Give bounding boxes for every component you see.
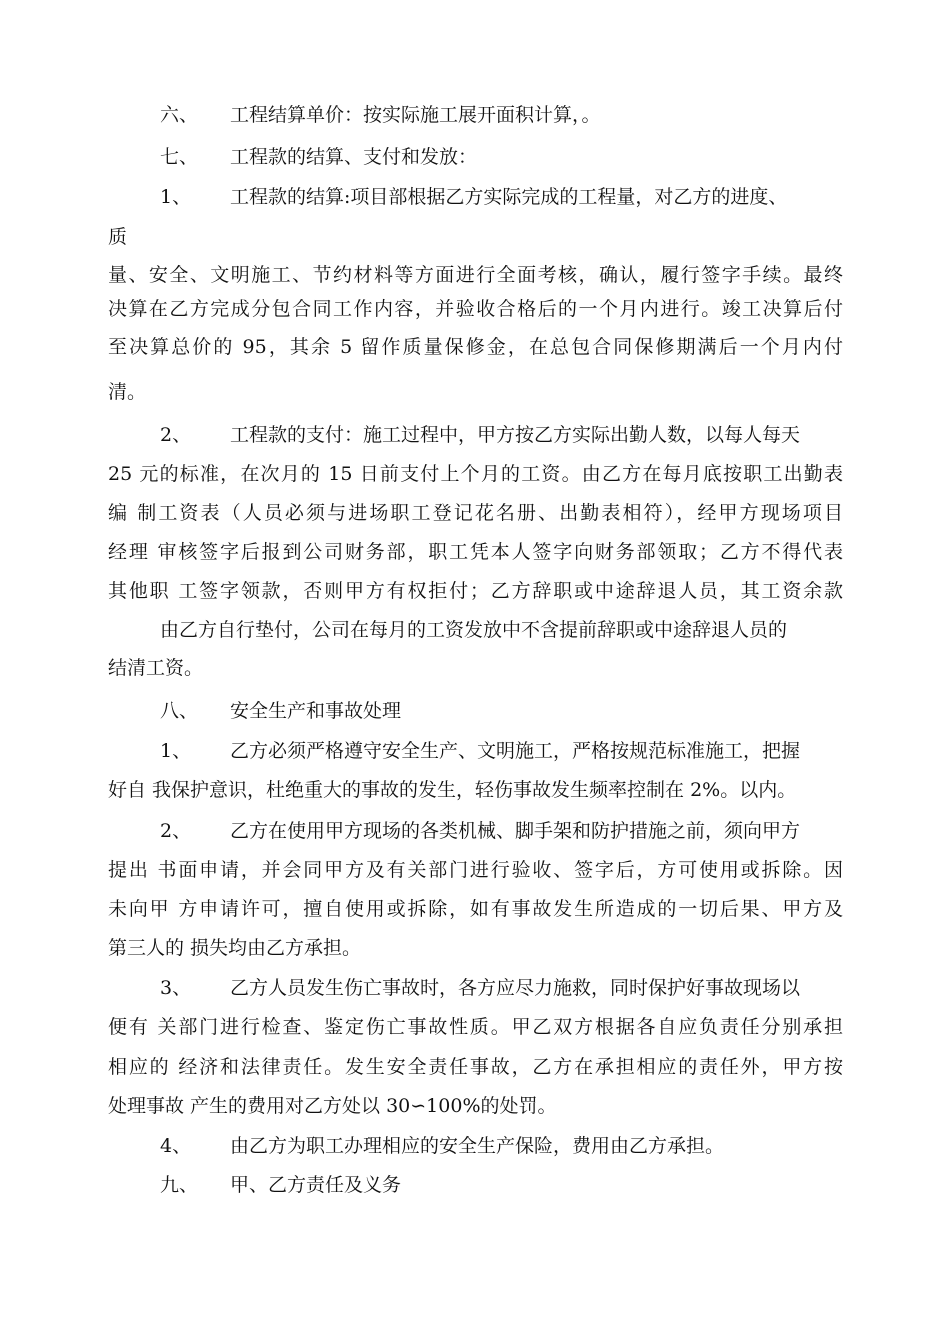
item-number: 2、 xyxy=(160,820,192,842)
item-number: 九、 xyxy=(160,1174,199,1196)
item-number: 1、 xyxy=(160,186,192,208)
paragraph-line: 其他职 工签字领款，否则甲方有权拒付；乙方辞职或中途辞退人员，其工资余款 xyxy=(108,580,843,602)
item-text: 乙方人员发生伤亡事故时，各方应尽力施救，同时保护好事故现场以 xyxy=(230,977,801,999)
item-text: 工程款的结算:项目部根据乙方实际完成的工程量，对乙方的进度、 xyxy=(230,186,788,208)
item-text: 乙方必须严格遵守安全生产、文明施工，严格按规范标准施工，把握 xyxy=(230,740,801,762)
item-text: 甲、乙方责任及义务 xyxy=(230,1174,402,1196)
item-number: 七、 xyxy=(160,146,199,168)
item-text: 安全生产和事故处理 xyxy=(230,700,402,722)
paragraph-line: 未向甲 方申请许可，擅自使用或拆除，如有事故发生所造成的一切后果、甲方及 xyxy=(108,898,843,920)
paragraph-line: 由乙方自行垫付，公司在每月的工资发放中不含提前辞职或中途辞退人员的 xyxy=(160,619,788,641)
item-text: 乙方在使用甲方现场的各类机械、脚手架和防护措施之前，须向甲方 xyxy=(230,820,801,842)
item-text: 工程款的支付：施工过程中，甲方按乙方实际出勤人数，以每人每天 xyxy=(230,424,801,446)
item-text: 工程结算单价：按实际施工展开面积计算，。 xyxy=(230,104,601,126)
paragraph-line: 量、安全、文明施工、节约材料等方面进行全面考核，确认，履行签字手续。最终 xyxy=(108,264,843,286)
item-number: 八、 xyxy=(160,700,199,722)
item-text: 工程款的结算、支付和发放： xyxy=(230,146,478,168)
paragraph-line: 经理 审核签字后报到公司财务部，职工凭本人签字向财务部领取；乙方不得代表 xyxy=(108,541,843,563)
paragraph-line: 至决算总价的 95，其余 5 留作质量保修金，在总包合同保修期满后一个月内付 xyxy=(108,336,843,358)
item-number: 1、 xyxy=(160,740,192,762)
paragraph-line: 处理事故 产生的费用对乙方处以 30∽100%的处罚。 xyxy=(108,1095,557,1117)
item-number: 3、 xyxy=(160,977,192,999)
paragraph-line: 清。 xyxy=(108,381,147,403)
paragraph-line: 结清工资。 xyxy=(108,657,204,679)
paragraph-line: 相应的 经济和法律责任。发生安全责任事故，乙方在承担相应的责任外，甲方按 xyxy=(108,1056,843,1078)
paragraph-line: 提出 书面申请，并会同甲方及有关部门进行验收、签字后，方可使用或拆除。因 xyxy=(108,859,843,881)
item-number: 六、 xyxy=(160,104,199,126)
item-text: 由乙方为职工办理相应的安全生产保险，费用由乙方承担。 xyxy=(230,1135,725,1157)
paragraph-line: 决算在乙方完成分包合同工作内容，并验收合格后的一个月内进行。竣工决算后付 xyxy=(108,298,843,320)
paragraph-line: 便有 关部门进行检查、鉴定伤亡事故性质。甲乙双方根据各自应负责任分别承担 xyxy=(108,1016,843,1038)
paragraph-line: 第三人的 损失均由乙方承担。 xyxy=(108,937,362,959)
item-number: 2、 xyxy=(160,424,192,446)
wrapped-text-line: 质 xyxy=(108,226,128,248)
paragraph-line: 编 制工资表（人员必须与进场职工登记花名册、出勤表相符），经甲方现场项目 xyxy=(108,502,843,524)
paragraph-line: 好自 我保护意识，杜绝重大的事故的发生，轻伤事故发生频率控制在 2%。以内。 xyxy=(108,779,797,801)
item-number: 4、 xyxy=(160,1135,192,1157)
paragraph-line: 25 元的标准，在次月的 15 日前支付上个月的工资。由乙方在每月底按职工出勤表 xyxy=(108,463,843,485)
